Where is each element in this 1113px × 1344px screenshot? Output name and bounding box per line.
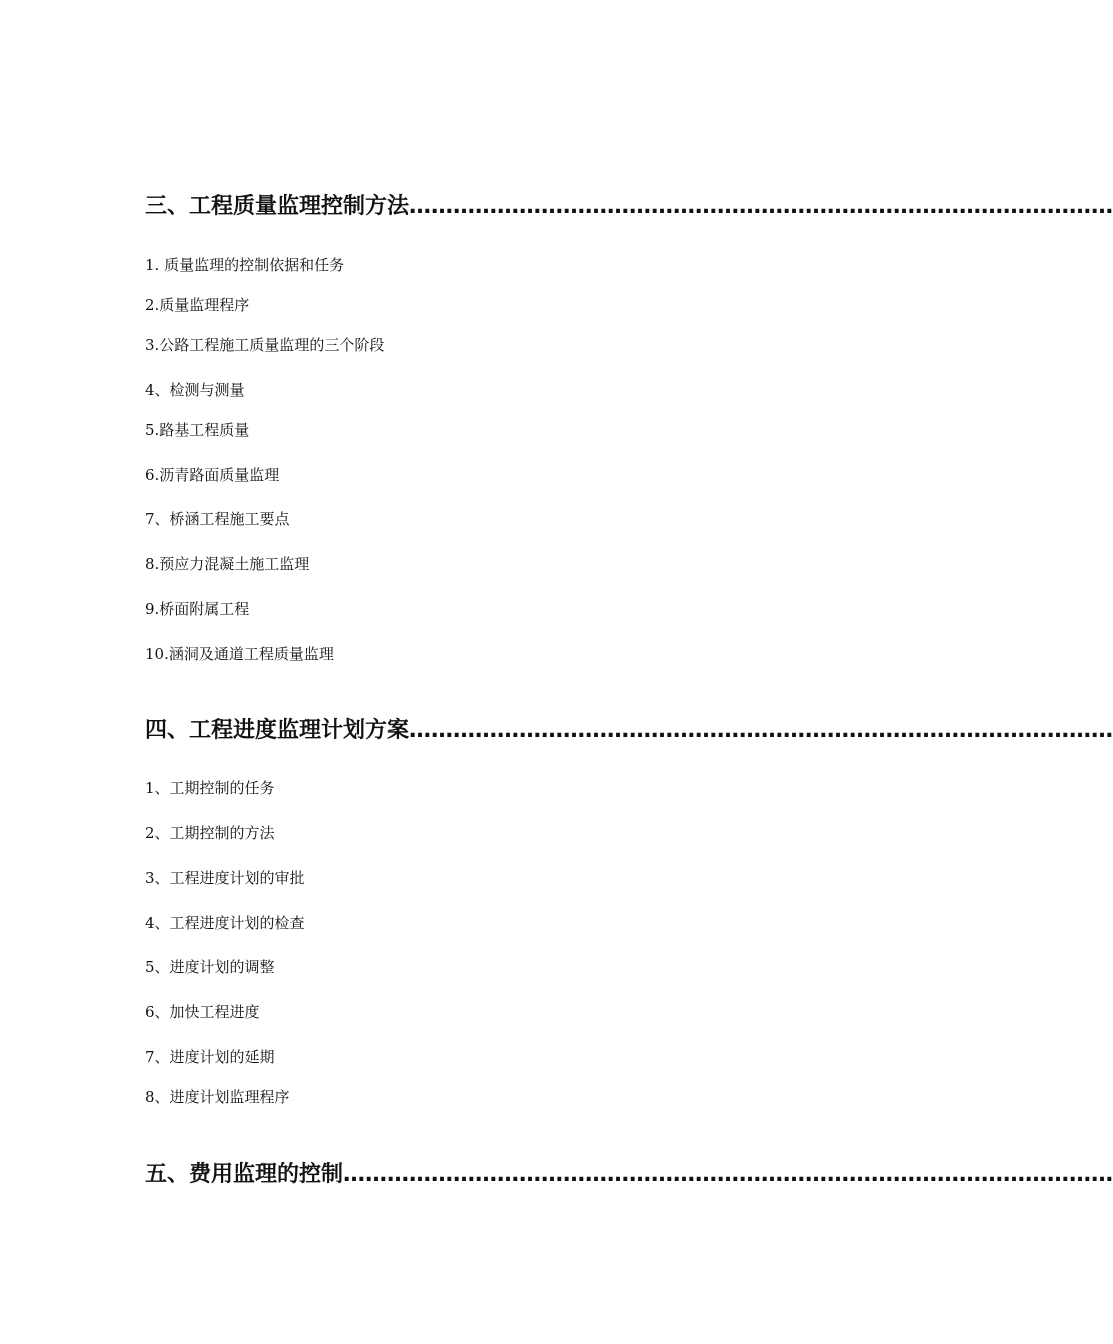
section-heading-text: 三、工程质量监理控制方法 [145,194,410,219]
dot-leader: …………………………………………………………………………………………… [343,1162,1113,1187]
dot-leader: …………………………………………………………………………………… [409,194,1113,219]
toc-item: 3、工程进度计划的审批 [145,869,305,887]
section-heading-5 [145,1156,1113,1190]
toc-item: 8.预应力混凝土施工监理 [145,555,310,573]
toc-item: 7、进度计划的延期 [145,1048,275,1066]
toc-item: 4、检测与测量 [145,381,245,399]
toc-item: 1、工期控制的任务 [145,779,275,797]
section-heading-text: 四、工程进度监理计划方案 [145,718,410,743]
toc-item: 9.桥面附属工程 [145,600,250,618]
toc-item: 6.沥青路面质量监理 [145,466,280,484]
section-heading-4 [145,712,1113,746]
toc-item: 5、进度计划的调整 [145,958,275,976]
section-heading-3 [145,188,1113,222]
toc-item: 6、加快工程进度 [145,1003,260,1021]
dot-leader: …………………………………………………………………………………… [409,718,1113,743]
toc-item: 10.涵洞及通道工程质量监理 [145,645,334,663]
toc-item: 8、进度计划监理程序 [145,1088,290,1106]
toc-item: 5.路基工程质量 [145,421,250,439]
toc-item: 1. 质量监理的控制依据和任务 [145,256,345,274]
toc-item: 7、桥涵工程施工要点 [145,510,290,528]
toc-item: 2.质量监理程序 [145,296,250,314]
toc-item: 3.公路工程施工质量监理的三个阶段 [145,336,385,354]
section-heading-text: 五、费用监理的控制 [145,1162,344,1187]
toc-item: 4、工程进度计划的检查 [145,914,305,932]
toc-item: 2、工期控制的方法 [145,824,275,842]
